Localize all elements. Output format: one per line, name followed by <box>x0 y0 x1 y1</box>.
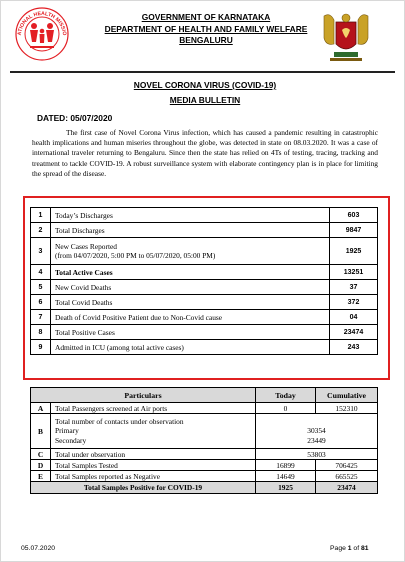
table-row <box>31 460 378 471</box>
row-label-period: (from 04/07/2020, 5:00 PM to 05/07/2020, 05:00 PM) <box>55 251 216 260</box>
row-value: 37 <box>330 280 378 295</box>
row-key: B <box>31 414 51 449</box>
table-row <box>31 325 378 340</box>
row-label-main: New Cases Reported <box>55 242 117 251</box>
row-today: 0 <box>256 403 316 414</box>
row-label: Total Discharges <box>51 223 330 238</box>
row-number: 6 <box>31 295 51 310</box>
row-value: 603 <box>330 208 378 223</box>
row-today: 16899 <box>256 460 316 471</box>
row-cumulative: 706425 <box>316 460 378 471</box>
row-number: 7 <box>31 310 51 325</box>
row-cumulative: 665525 <box>316 471 378 482</box>
bulletin-title: NOVEL CORONA VIRUS (COVID-19) <box>133 80 277 90</box>
column-header-today: Today <box>256 388 316 403</box>
footer-page-number <box>330 545 369 552</box>
secondary-value: 23449 <box>307 435 326 445</box>
row-label: Total Positive Cases <box>51 325 330 340</box>
row-label <box>51 414 256 449</box>
row-value: 04 <box>330 310 378 325</box>
row-label: Total Samples reported as Negative <box>51 471 256 482</box>
row-today: 14649 <box>256 471 316 482</box>
row-key: E <box>31 471 51 482</box>
row-label: Total Covid Deaths <box>51 295 330 310</box>
row-number: 9 <box>31 340 51 355</box>
primary-value: 30354 <box>307 426 326 436</box>
row-key: A <box>31 403 51 414</box>
header-divider <box>10 71 395 73</box>
row-value: 13251 <box>330 265 378 280</box>
row-value: 23474 <box>330 325 378 340</box>
header-city: BENGALURU <box>179 35 233 45</box>
total-cumulative: 23474 <box>316 482 378 494</box>
row-value: 1925 <box>330 238 378 265</box>
row-number: 1 <box>31 208 51 223</box>
row-label: Total Samples Tested <box>51 460 256 471</box>
table-row <box>31 403 378 414</box>
page-current: 1 <box>347 545 352 552</box>
row-number: 5 <box>31 280 51 295</box>
row-label: Total under observation <box>51 449 256 460</box>
contacts-label: Total number of contacts under observation <box>55 416 184 426</box>
total-today: 1925 <box>256 482 316 494</box>
column-header-particulars: Particulars <box>31 388 256 403</box>
karnataka-emblem-icon <box>316 10 376 66</box>
page-total: 81 <box>361 545 369 552</box>
row-label: Admitted in ICU (among total active cases) <box>51 340 330 355</box>
row-label: Today’s Discharges <box>51 208 330 223</box>
page-of: of <box>351 545 361 552</box>
table-row <box>31 223 378 238</box>
table-row <box>31 310 378 325</box>
secondary-label: Secondary <box>55 435 87 445</box>
table-row <box>31 295 378 310</box>
row-key: D <box>31 460 51 471</box>
table-row <box>31 449 378 460</box>
table-total-row <box>31 482 378 494</box>
primary-label: Primary <box>55 426 79 436</box>
row-contacts-values <box>256 414 378 449</box>
table-header-row <box>31 388 378 403</box>
logo-ring-text: ATIONAL HEALTH MISSIO <box>16 10 68 36</box>
row-number: 4 <box>31 265 51 280</box>
particulars-table <box>30 387 378 494</box>
header-department: DEPARTMENT OF HEALTH AND FAMILY WELFARE <box>104 24 308 34</box>
row-value: 372 <box>330 295 378 310</box>
total-label: Total Samples Positive for COVID-19 <box>31 482 256 494</box>
table-row <box>31 265 378 280</box>
row-merged-value: 53803 <box>256 449 378 460</box>
summary-table <box>30 207 378 355</box>
column-header-cumulative: Cumulative <box>316 388 378 403</box>
table-row <box>31 414 378 449</box>
row-label <box>51 238 330 265</box>
row-label: New Covid Deaths <box>51 280 330 295</box>
row-key: C <box>31 449 51 460</box>
table-row <box>31 238 378 265</box>
table-row <box>31 340 378 355</box>
row-label: Death of Covid Positive Patient due to Non-Covid cause <box>51 310 330 325</box>
national-health-mission-logo-icon <box>14 6 70 62</box>
footer-date: 05.07.2020 <box>21 545 56 552</box>
bulletin-subtitle: MEDIA BULLETIN <box>169 95 241 105</box>
row-label: Total Active Cases <box>51 265 330 280</box>
row-number: 3 <box>31 238 51 265</box>
row-cumulative: 152310 <box>316 403 378 414</box>
bulletin-date: DATED: 05/07/2020 <box>37 113 113 123</box>
row-label: Total Passengers screened at Air ports <box>51 403 256 414</box>
row-number: 8 <box>31 325 51 340</box>
row-value: 243 <box>330 340 378 355</box>
row-number: 2 <box>31 223 51 238</box>
row-value: 9847 <box>330 223 378 238</box>
table-row <box>31 280 378 295</box>
table-row <box>31 471 378 482</box>
page-prefix: Page <box>330 545 348 552</box>
table-row <box>31 208 378 223</box>
intro-paragraph: The first case of Novel Corona Virus infection, which has caused a pandemic resulting in catastrophic health implications and human miseries throughout the globe, was detected in state on 08.03.2020. It was a case of international traveler returning to Bengaluru. Since then the state has relied on 4Ts of testing, tracing, tracking and treatment to tackle COVID-19. A robust surveillance system with elaborate contingency plan is in place for limiting the spread of the disease. <box>32 128 378 178</box>
header-government: GOVERNMENT OF KARNATAKA <box>141 12 271 22</box>
